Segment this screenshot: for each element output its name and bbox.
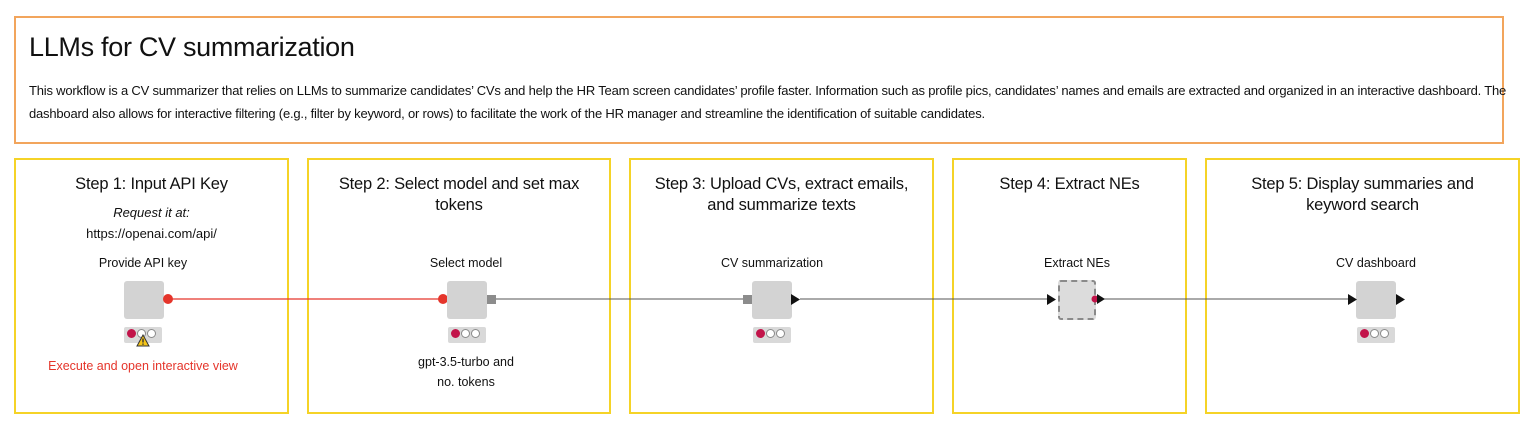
table-out-port-icon[interactable]	[487, 295, 496, 304]
annotation-model-tokens-text: gpt-3.5-turbo and no. tokens	[418, 355, 514, 389]
node-status-select-model	[448, 327, 486, 343]
metanode-out-port-icon[interactable]	[1090, 293, 1106, 305]
annotation-execute-open-view: Execute and open interactive view	[48, 359, 238, 373]
status-light-green	[1380, 329, 1389, 338]
node-label-select-model: Select model	[429, 256, 503, 270]
step-4-title: Step 4: Extract NEs	[999, 175, 1140, 193]
step-1-request-note: Request it at:	[113, 205, 190, 220]
component-node-cv-summarization[interactable]	[752, 281, 792, 319]
step-1-title: Step 1: Input API Key	[75, 175, 228, 193]
workflow-description: This workflow is a CV summarizer that relies on LLMs to summarize candidates’ CVs and help the HR Team screen candidates’ profile faster. Information such as profile pics, candidates’ names and emails are extracted and organized in an interactive dashboard. The dashboard also allows for interactive filtering (e.g., filter by keyword, or rows) to facilitate the work of the HR manager and streamline the identification of suitable candidates.	[29, 83, 1507, 121]
node-label-cv-summarization: CV summarization	[720, 256, 824, 270]
workflow-title: LLMs for CV summarization	[29, 32, 355, 62]
status-light-yellow	[766, 329, 775, 338]
dashboard-in-port-icon[interactable]	[1348, 294, 1358, 305]
status-light-red	[756, 329, 765, 338]
component-node-cv-dashboard[interactable]	[1356, 281, 1396, 319]
status-light-red	[1360, 329, 1369, 338]
status-light-yellow	[1370, 329, 1379, 338]
component-node-select-model[interactable]	[447, 281, 487, 319]
flow-variable-out-port-icon[interactable]	[162, 293, 174, 305]
node-label-cv-dashboard: CV dashboard	[1336, 256, 1416, 270]
status-light-yellow	[461, 329, 470, 338]
data-in-port-icon[interactable]	[1047, 294, 1057, 305]
data-out-port-icon[interactable]	[791, 294, 801, 305]
node-label-provide-api-key: Provide API key	[98, 256, 188, 270]
step-2-title-text: Step 2: Select model and set max tokens	[338, 175, 580, 214]
status-light-green	[776, 329, 785, 338]
step-1-api-url: https://openai.com/api/	[86, 226, 217, 241]
step-3-title-text: Step 3: Upload CVs, extract emails, and summarize texts	[654, 175, 909, 214]
dashboard-out-port-icon[interactable]	[1396, 294, 1406, 305]
warning-icon	[136, 334, 150, 347]
status-light-green	[471, 329, 480, 338]
status-light-red	[127, 329, 136, 338]
table-in-port-icon[interactable]	[743, 295, 752, 304]
node-label-extract-nes: Extract NEs	[1044, 256, 1110, 270]
status-light-red	[451, 329, 460, 338]
node-status-cv-summarization	[753, 327, 791, 343]
widget-node-provide-api-key[interactable]	[124, 281, 164, 319]
annotation-model-tokens	[366, 352, 566, 392]
step-5-title-text: Step 5: Display summaries and keyword search	[1251, 175, 1474, 214]
node-status-cv-dashboard	[1357, 327, 1395, 343]
